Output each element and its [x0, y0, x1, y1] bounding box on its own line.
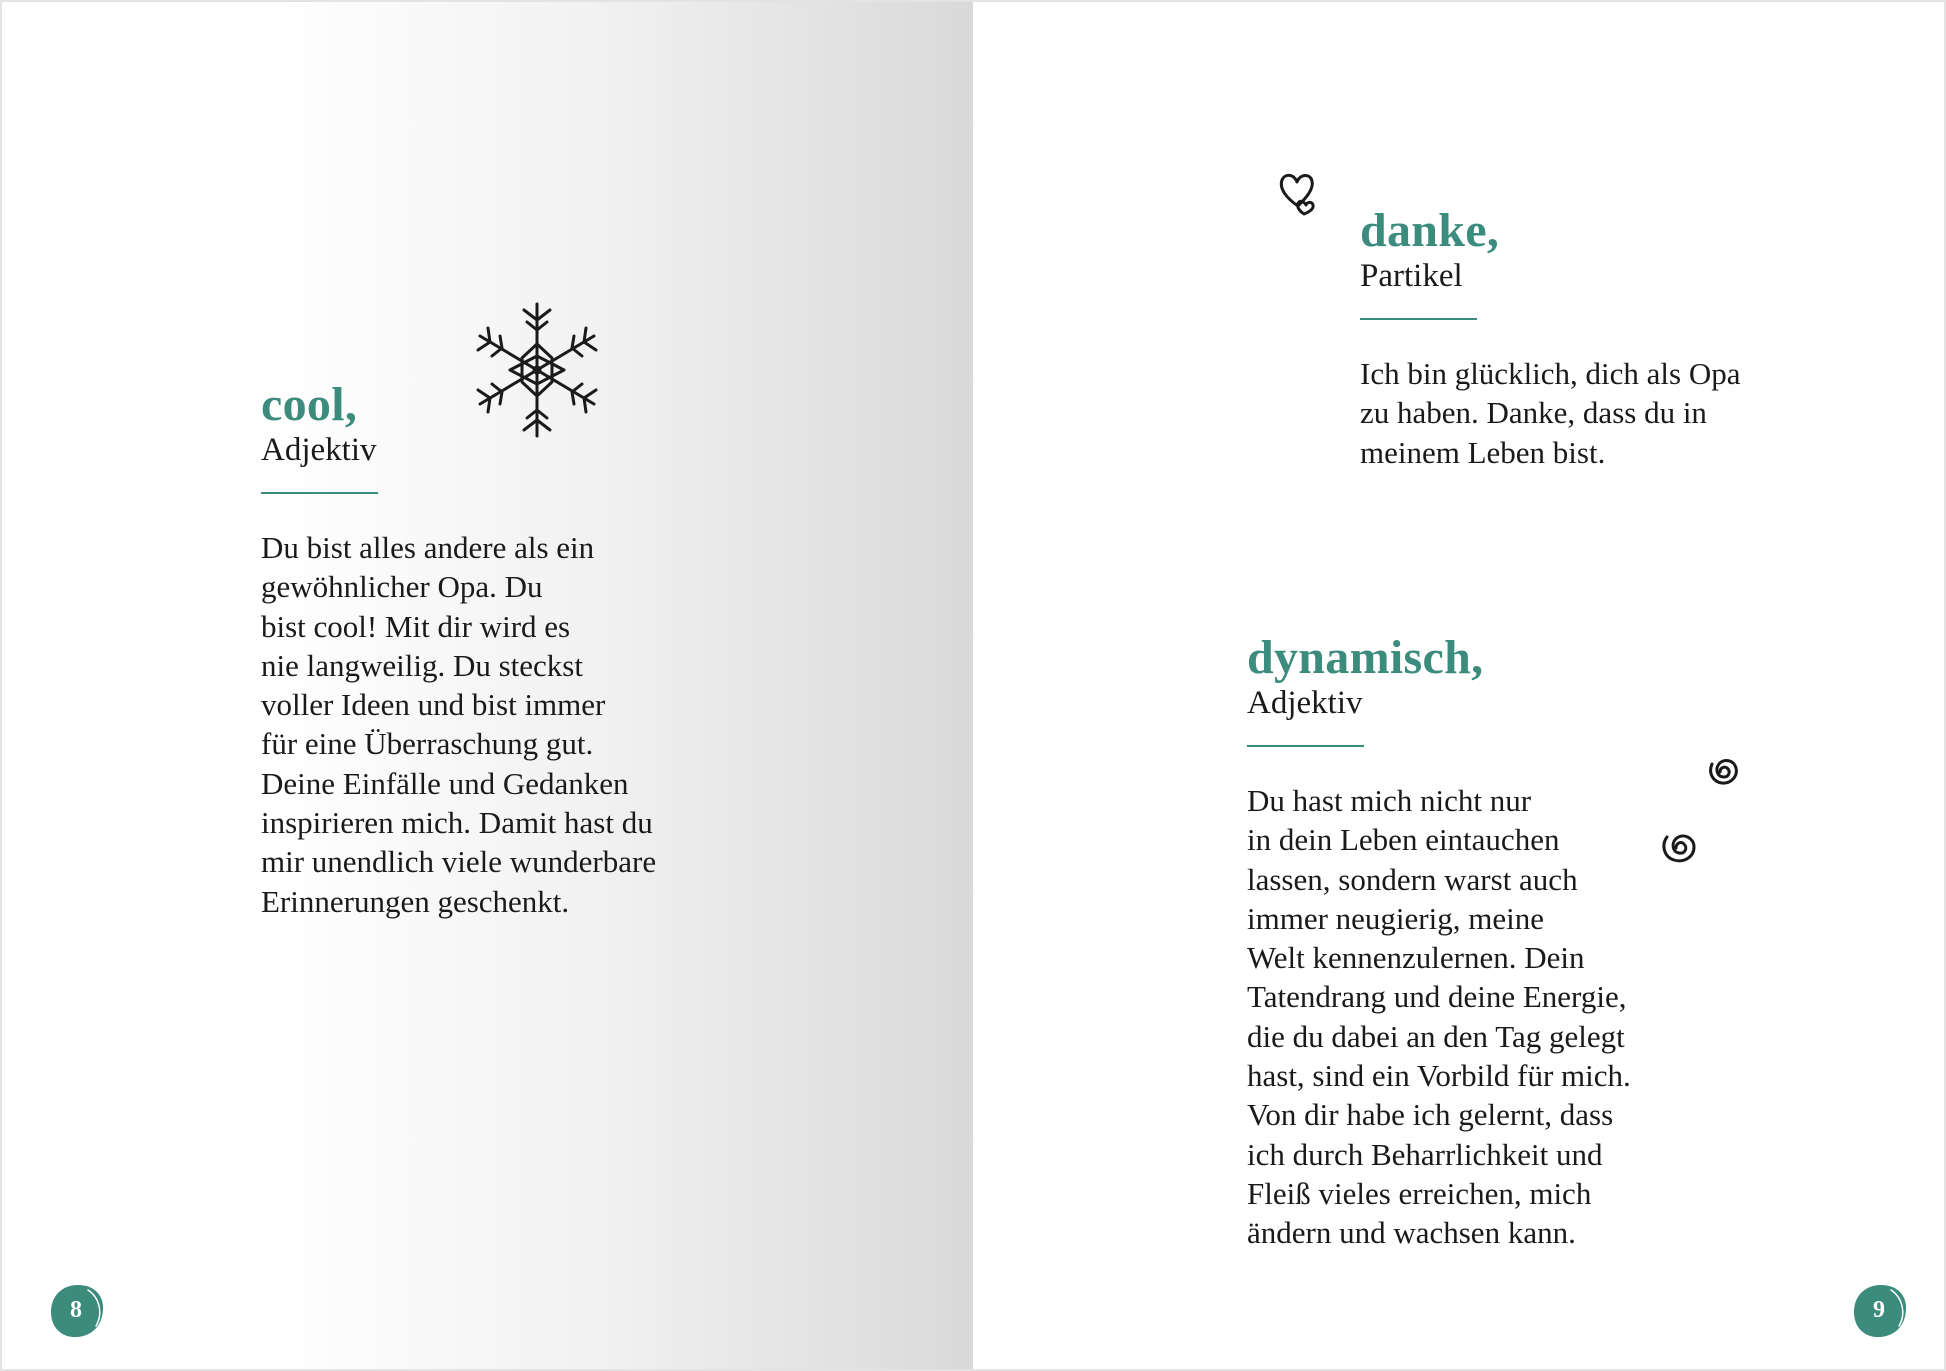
- headword: danke,: [1360, 204, 1500, 257]
- spirals-icon: [1653, 744, 1773, 874]
- page-number-badge: [1851, 1282, 1911, 1342]
- page-number: 8: [70, 1297, 82, 1323]
- right-page: [973, 0, 1946, 1371]
- page-number-badge: [48, 1282, 108, 1342]
- hearts-icon: [1276, 170, 1326, 230]
- divider: [1360, 318, 1477, 320]
- entry-text: Du bist alles andere als ein gewöhnlicher Opa. Du bist cool! Mit dir wird es nie langweilig. Du steckst voller Ideen und bist immer für eine Überraschung gut. Deine Einfälle und Gedanken inspirieren mich. Damit hast du mir unendlich viele wunderbare Erinnerungen geschenkt.: [261, 530, 657, 919]
- word-class: Adjektiv: [1247, 685, 1363, 721]
- divider: [261, 492, 378, 494]
- word-class: Adjektiv: [261, 432, 377, 468]
- entry-dynamisch: [1247, 633, 1631, 1253]
- entry-danke: [1360, 206, 1741, 472]
- page-number: 9: [1873, 1297, 1885, 1323]
- divider: [1247, 745, 1364, 747]
- word-class: Partikel: [1360, 258, 1463, 294]
- headword: dynamisch,: [1247, 631, 1484, 684]
- entry-text: Ich bin glücklich, dich als Opa zu haben. Danke, dass du in meinem Leben bist.: [1360, 356, 1741, 470]
- entry-text: Du hast mich nicht nur in dein Leben eintauchen lassen, sondern warst auch immer neugierig, meine Welt kennenzulernen. Dein Tatendrang und deine Energie, die du dabei an den Tag gelegt hast, sind ein Vorbild für mich. Von dir habe ich gelernt, dass ich durch Beharrlichkeit und Fleiß vieles erreichen, mich ändern und wachsen kann.: [1247, 783, 1631, 1251]
- headword: cool,: [261, 378, 358, 431]
- entry-cool: [261, 380, 656, 921]
